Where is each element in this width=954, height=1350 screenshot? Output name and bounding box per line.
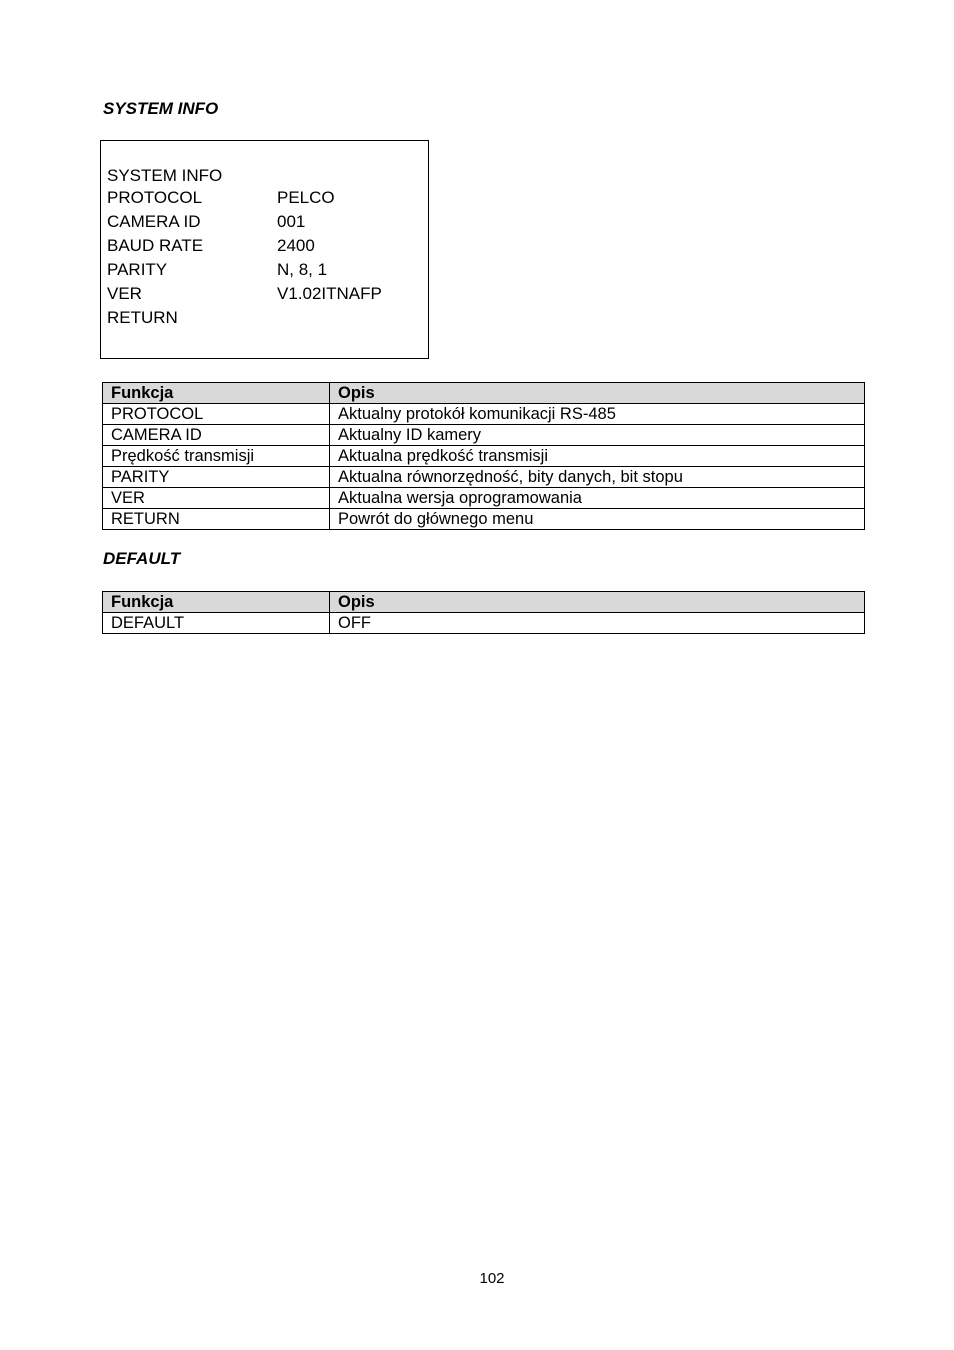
cell-description: Aktualny ID kamery: [330, 425, 865, 446]
osd-row-protocol: [107, 187, 427, 211]
table-row: [103, 488, 865, 509]
osd-key: BAUD RATE: [107, 236, 204, 255]
osd-key: PROTOCOL: [107, 188, 203, 207]
column-header-opis: Opis: [330, 383, 865, 404]
table-row: [103, 613, 865, 634]
table-row: [103, 446, 865, 467]
table-row: [103, 404, 865, 425]
column-header-funkcja: Funkcja: [103, 383, 330, 404]
cell-description: OFF: [330, 613, 865, 634]
default-function-table: [102, 591, 865, 634]
cell-description: Powrót do głównego menu: [330, 509, 865, 530]
cell-function: CAMERA ID: [103, 425, 330, 446]
osd-value: V1.02ITNAFP: [277, 284, 382, 303]
osd-key: VER: [107, 284, 142, 303]
osd-row-baud-rate: [107, 235, 427, 259]
osd-row-camera-id: [107, 211, 427, 235]
cell-function: RETURN: [103, 509, 330, 530]
cell-description: Aktualna równorzędność, bity danych, bit stopu: [330, 467, 865, 488]
cell-description: Aktualny protokół komunikacji RS-485: [330, 404, 865, 425]
osd-value: 2400: [277, 236, 315, 255]
cell-function: PARITY: [103, 467, 330, 488]
section-title-default: DEFAULT: [103, 549, 181, 568]
osd-value: N, 8, 1: [277, 260, 328, 279]
osd-row-parity: [107, 259, 427, 283]
cell-description: Aktualna prędkość transmisji: [330, 446, 865, 467]
osd-value: PELCO: [277, 188, 335, 207]
cell-function: VER: [103, 488, 330, 509]
system-info-function-table: [102, 382, 865, 530]
osd-screen-box: [100, 140, 429, 359]
table-row: [103, 467, 865, 488]
osd-title: SYSTEM INFO: [107, 166, 223, 185]
osd-key: CAMERA ID: [107, 212, 201, 231]
table-row: [103, 509, 865, 530]
osd-row-ver: [107, 283, 427, 307]
table-header-row: [103, 592, 865, 613]
cell-function: Prędkość transmisji: [103, 446, 330, 467]
table-header-row: [103, 383, 865, 404]
column-header-funkcja: Funkcja: [103, 592, 330, 613]
cell-function: DEFAULT: [103, 613, 330, 634]
cell-function: PROTOCOL: [103, 404, 330, 425]
osd-key: PARITY: [107, 260, 168, 279]
cell-description: Aktualna wersja oprogramowania: [330, 488, 865, 509]
osd-key: RETURN: [107, 308, 178, 327]
section-title-system-info: SYSTEM INFO: [103, 99, 219, 118]
column-header-opis: Opis: [330, 592, 865, 613]
osd-row-return: [107, 307, 427, 331]
page-number: 102: [479, 1270, 505, 1287]
osd-value: 001: [277, 212, 306, 231]
table-row: [103, 425, 865, 446]
